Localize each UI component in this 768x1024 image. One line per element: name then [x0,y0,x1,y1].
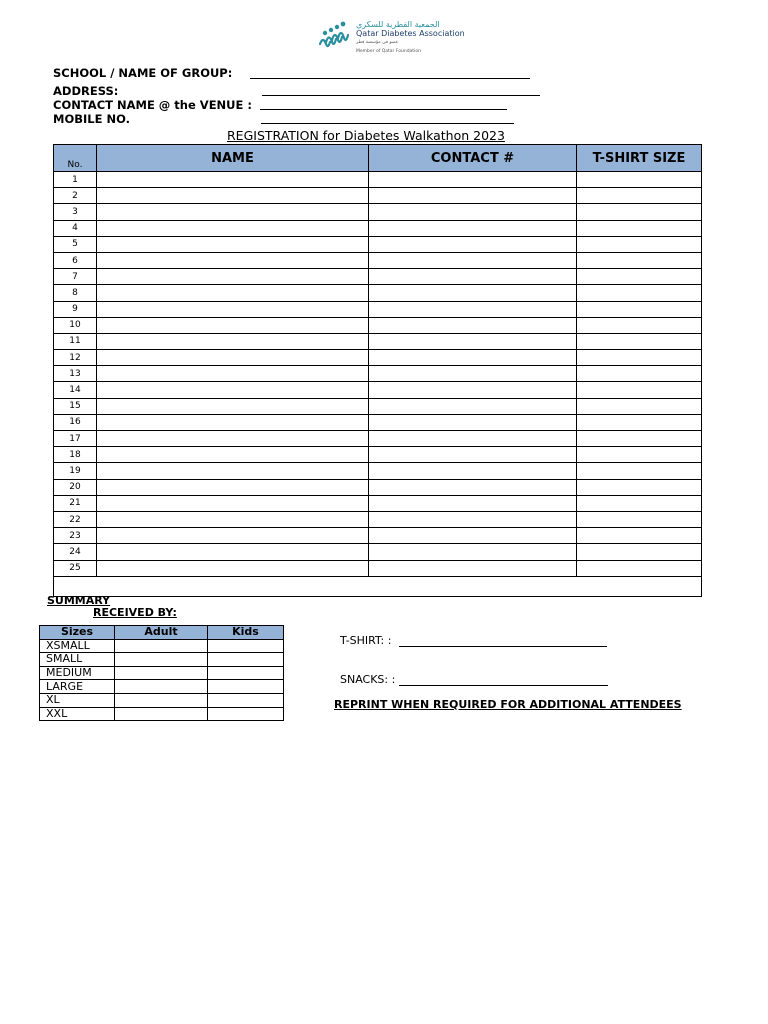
contact-cell[interactable] [369,479,577,495]
table-row [54,333,702,349]
table-row [54,220,702,236]
address-label: ADDRESS: [53,84,119,98]
row-number: 6 [54,252,97,268]
summary-row [40,666,284,680]
name-cell[interactable] [97,544,369,560]
tshirt-size-cell[interactable] [577,544,702,560]
row-number: 24 [54,544,97,560]
kids-count-cell[interactable] [208,707,284,721]
contact-cell[interactable] [369,528,577,544]
tshirt-size-cell[interactable] [577,431,702,447]
contact-cell[interactable] [369,269,577,285]
adult-count-cell[interactable] [115,666,208,680]
name-cell[interactable] [97,495,369,511]
tshirt-field-label: T-SHIRT: : [340,634,392,647]
row-number: 19 [54,463,97,479]
summary-row [40,653,284,667]
tshirt-input-line[interactable] [399,646,607,647]
table-row [54,269,702,285]
size-label: MEDIUM [40,666,115,680]
contact-venue-label: CONTACT NAME @ the VENUE : [53,98,252,112]
name-cell[interactable] [97,366,369,382]
row-number: 16 [54,414,97,430]
name-cell[interactable] [97,236,369,252]
table-row [54,414,702,430]
summary-row [40,639,284,653]
registration-table [53,144,702,597]
tshirt-size-cell[interactable] [577,398,702,414]
table-row [54,350,702,366]
contact-venue-input-line[interactable] [260,109,507,110]
contact-cell[interactable] [369,544,577,560]
mobile-label: MOBILE NO. [53,112,130,126]
tshirt-size-cell[interactable] [577,252,702,268]
table-row [54,301,702,317]
row-number: 22 [54,511,97,527]
contact-cell[interactable] [369,220,577,236]
table-row [54,528,702,544]
name-cell[interactable] [97,398,369,414]
tshirt-size-cell[interactable] [577,528,702,544]
row-number: 23 [54,528,97,544]
adult-count-cell[interactable] [115,693,208,707]
tshirt-size-cell[interactable] [577,366,702,382]
kids-count-cell[interactable] [208,653,284,667]
received-by-label: RECEIVED BY: [93,606,177,619]
tshirt-size-cell[interactable] [577,317,702,333]
contact-cell[interactable] [369,463,577,479]
logo-english-name: Qatar Diabetes Association [356,29,465,38]
contact-cell[interactable] [369,350,577,366]
school-input-line[interactable] [250,78,530,79]
name-cell[interactable] [97,317,369,333]
row-number: 3 [54,204,97,220]
logo-text [356,20,465,56]
tshirt-size-cell[interactable] [577,172,702,188]
contact-cell[interactable] [369,188,577,204]
table-row [54,204,702,220]
reprint-note: REPRINT WHEN REQUIRED FOR ADDITIONAL ATTENDEES [334,698,682,711]
name-cell[interactable] [97,511,369,527]
row-number: 15 [54,398,97,414]
table-row [54,317,702,333]
tshirt-size-cell[interactable] [577,414,702,430]
row-number: 8 [54,285,97,301]
row-number: 10 [54,317,97,333]
row-number: 9 [54,301,97,317]
size-label: XSMALL [40,639,115,653]
row-number: 5 [54,236,97,252]
contact-cell[interactable] [369,414,577,430]
tshirt-size-cell[interactable] [577,188,702,204]
summary-table [39,625,284,721]
tshirt-size-cell[interactable] [577,285,702,301]
table-row [54,495,702,511]
table-row [54,285,702,301]
table-row [54,188,702,204]
size-label: SMALL [40,653,115,667]
name-cell[interactable] [97,463,369,479]
row-number: 7 [54,269,97,285]
row-number: 18 [54,447,97,463]
name-cell[interactable] [97,188,369,204]
table-row [54,398,702,414]
form-title: REGISTRATION for Diabetes Walkathon 2023 [227,128,505,143]
name-cell[interactable] [97,431,369,447]
table-row [54,463,702,479]
registration-header-row [54,145,702,172]
tshirt-size-cell[interactable] [577,220,702,236]
contact-cell[interactable] [369,431,577,447]
mobile-input-line[interactable] [261,123,514,124]
adult-count-cell[interactable] [115,639,208,653]
contact-cell[interactable] [369,204,577,220]
row-number: 2 [54,188,97,204]
column-header-no: No. [54,145,97,172]
column-header-contact: CONTACT # [369,145,577,172]
row-number: 1 [54,172,97,188]
summary-row [40,680,284,694]
tshirt-size-cell[interactable] [577,333,702,349]
snacks-input-line[interactable] [399,685,608,686]
name-cell[interactable] [97,204,369,220]
name-cell[interactable] [97,252,369,268]
row-number: 25 [54,560,97,576]
tshirt-size-cell[interactable] [577,269,702,285]
school-label: SCHOOL / NAME OF GROUP: [53,66,233,80]
summary-heading: SUMMARY [47,594,111,607]
table-row [54,172,702,188]
name-cell[interactable] [97,301,369,317]
contact-cell[interactable] [369,317,577,333]
size-label: XL [40,693,115,707]
contact-cell[interactable] [369,252,577,268]
contact-cell[interactable] [369,285,577,301]
contact-cell[interactable] [369,511,577,527]
tshirt-size-cell[interactable] [577,495,702,511]
kids-count-cell[interactable] [208,693,284,707]
name-cell[interactable] [97,560,369,576]
name-cell[interactable] [97,285,369,301]
tshirt-size-cell[interactable] [577,382,702,398]
name-cell[interactable] [97,447,369,463]
blank-footer-cell [54,576,702,596]
adult-count-cell[interactable] [115,680,208,694]
logo-english-subtitle: Member of Qatar Foundation [356,49,421,54]
table-row [54,479,702,495]
row-number: 14 [54,382,97,398]
table-row [54,382,702,398]
table-row [54,447,702,463]
tshirt-size-cell[interactable] [577,511,702,527]
row-number: 20 [54,479,97,495]
summary-header-kids: Kids [208,626,284,640]
column-header-tshirt-size: T-SHIRT SIZE [577,145,702,172]
address-input-line[interactable] [262,95,540,96]
summary-header-row [40,626,284,640]
kids-count-cell[interactable] [208,666,284,680]
row-number: 13 [54,366,97,382]
adult-count-cell[interactable] [115,653,208,667]
column-header-name: NAME [97,145,369,172]
contact-cell[interactable] [369,560,577,576]
tshirt-size-cell[interactable] [577,204,702,220]
name-cell[interactable] [97,220,369,236]
logo-arabic-name: الجمعية القطرية للسكري [356,20,440,29]
row-number: 17 [54,431,97,447]
logo-arabic-subtitle: عضو في مؤسسة قطر [356,40,399,45]
name-cell[interactable] [97,528,369,544]
name-cell[interactable] [97,479,369,495]
tshirt-size-cell[interactable] [577,236,702,252]
contact-cell[interactable] [369,398,577,414]
contact-cell[interactable] [369,236,577,252]
kids-count-cell[interactable] [208,639,284,653]
tshirt-size-cell[interactable] [577,560,702,576]
summary-row [40,707,284,721]
table-row [54,560,702,576]
name-cell[interactable] [97,333,369,349]
contact-cell[interactable] [369,382,577,398]
size-label: XXL [40,707,115,721]
table-row [54,236,702,252]
row-number: 12 [54,350,97,366]
row-number: 11 [54,333,97,349]
name-cell[interactable] [97,414,369,430]
tshirt-size-cell[interactable] [577,447,702,463]
name-cell[interactable] [97,172,369,188]
row-number: 4 [54,220,97,236]
adult-count-cell[interactable] [115,707,208,721]
summary-row [40,693,284,707]
table-row [54,544,702,560]
table-footer-row [54,576,702,596]
tshirt-size-cell[interactable] [577,479,702,495]
name-cell[interactable] [97,269,369,285]
contact-cell[interactable] [369,301,577,317]
kids-count-cell[interactable] [208,680,284,694]
summary-header-sizes: Sizes [40,626,115,640]
row-number: 21 [54,495,97,511]
contact-cell[interactable] [369,366,577,382]
table-row [54,252,702,268]
summary-header-adult: Adult [115,626,208,640]
name-cell[interactable] [97,350,369,366]
contact-cell[interactable] [369,333,577,349]
tshirt-size-cell[interactable] [577,350,702,366]
size-label: LARGE [40,680,115,694]
table-row [54,431,702,447]
snacks-field-label: SNACKS: : [340,673,396,686]
contact-cell[interactable] [369,447,577,463]
contact-cell[interactable] [369,172,577,188]
table-row [54,366,702,382]
table-row [54,511,702,527]
tshirt-size-cell[interactable] [577,301,702,317]
contact-cell[interactable] [369,495,577,511]
tshirt-size-cell[interactable] [577,463,702,479]
name-cell[interactable] [97,382,369,398]
